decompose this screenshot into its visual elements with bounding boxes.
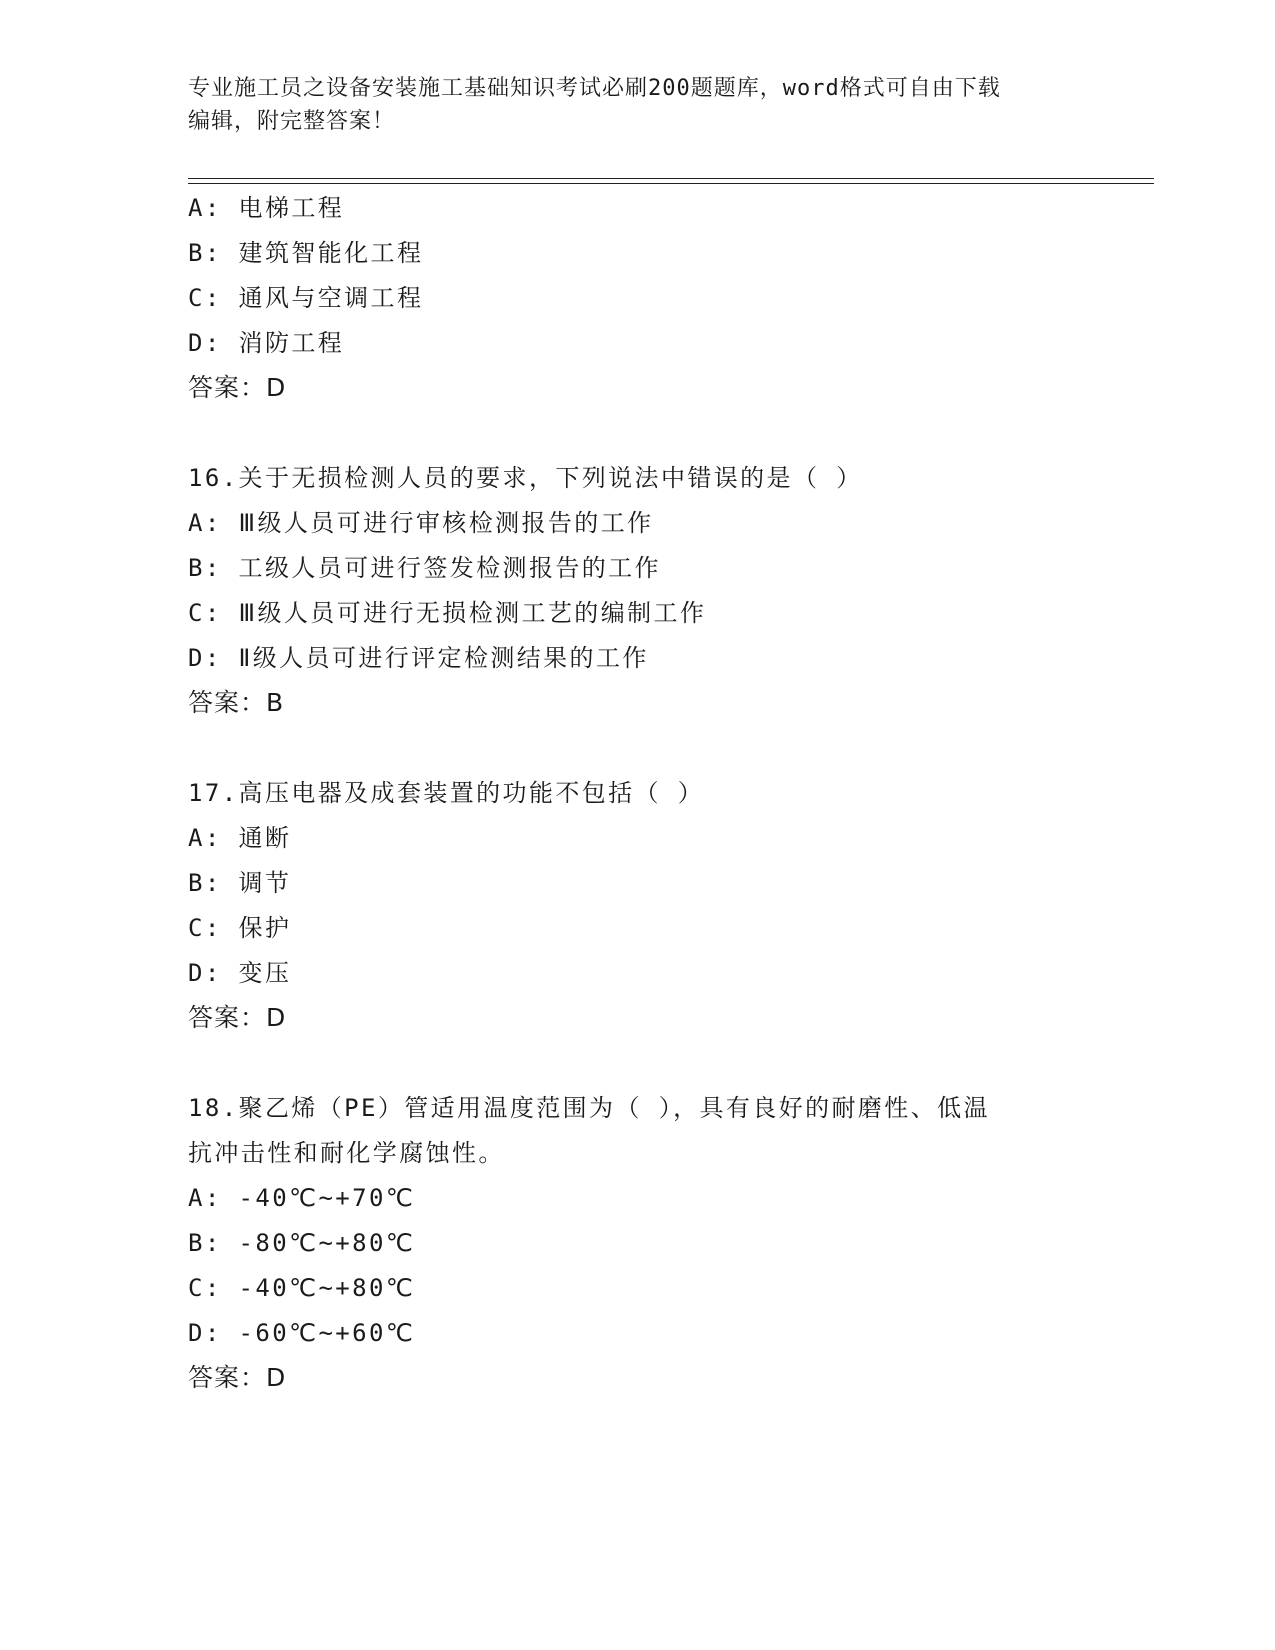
q16-question: 16.关于无损检测人员的要求，下列说法中错误的是（ ） (188, 464, 863, 492)
q16-option-d: D: Ⅱ级人员可进行评定检测结果的工作 (188, 644, 649, 672)
header-rule-bottom (188, 183, 1154, 184)
q17-question: 17.高压电器及成套装置的功能不包括（ ） (188, 779, 705, 807)
q18-option-b: B: -80℃~+80℃ (188, 1229, 416, 1257)
q15-option-d: D: 消防工程 (188, 329, 345, 357)
q18-option-a: A: -40℃~+70℃ (188, 1184, 416, 1212)
document-header (188, 72, 1068, 138)
q16-option-b: B: 工级人员可进行签发检测报告的工作 (188, 554, 661, 582)
q15-answer: 答案：D (188, 373, 287, 402)
q16-answer: 答案：B (188, 688, 285, 717)
q15-option-b: B: 建筑智能化工程 (188, 239, 424, 267)
q18-option-c: C: -40℃~+80℃ (188, 1274, 416, 1302)
header-line-2: 编辑，附完整答案！ (188, 109, 396, 134)
q17-option-c: C: 保护 (188, 914, 292, 942)
q16-option-a: A: Ⅲ级人员可进行审核检测报告的工作 (188, 509, 654, 537)
q15-option-c: C: 通风与空调工程 (188, 284, 424, 312)
header-line-1: 专业施工员之设备安装施工基础知识考试必刷200题题库，word格式可自由下载 (188, 76, 1001, 101)
q17-answer: 答案：D (188, 1003, 287, 1032)
q18-question-line-2: 抗冲击性和耐化学腐蚀性。 (188, 1139, 505, 1167)
q18-question-line-1: 18.聚乙烯（PE）管适用温度范围为（ ），具有良好的耐磨性、低温 (188, 1094, 990, 1122)
header-rule-top (188, 178, 1154, 179)
q16-option-c: C: Ⅲ级人员可进行无损检测工艺的编制工作 (188, 599, 707, 627)
q18-answer: 答案：D (188, 1363, 287, 1392)
q17-option-a: A: 通断 (188, 824, 292, 852)
q18-option-d: D: -60℃~+60℃ (188, 1319, 416, 1347)
q17-option-d: D: 变压 (188, 959, 292, 987)
q17-option-b: B: 调节 (188, 869, 292, 897)
q15-option-a: A: 电梯工程 (188, 194, 345, 222)
